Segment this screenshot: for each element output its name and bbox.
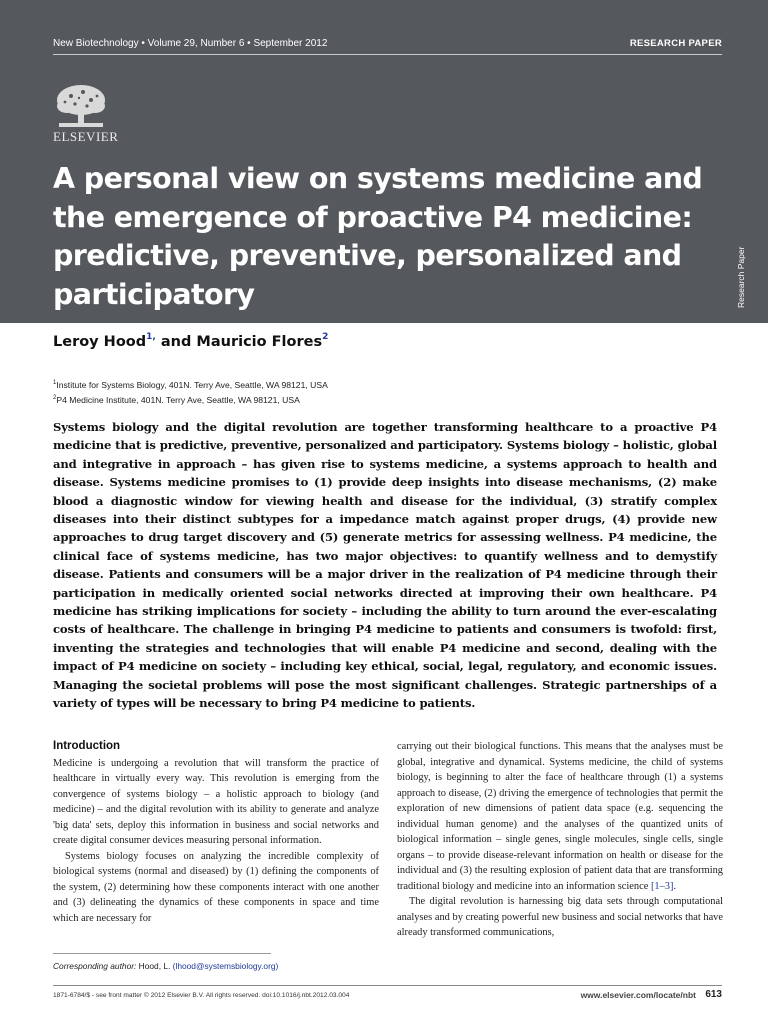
- page-number: 613: [705, 989, 722, 1000]
- affiliation-marker[interactable]: 1,: [146, 332, 156, 342]
- author-name[interactable]: Mauricio Flores: [196, 333, 323, 350]
- body-column-left: [53, 739, 379, 926]
- body-paragraph: Medicine is undergoing a revolution that will transform the practice of healthcare in virtually every way. This revolution is emerging from the convergence of systems biology – a holistic approach to biology (and medicine) – and the digital revolution with its ability to generate and analyze 'big data' sets, deploy this information in business and social networks and create digital consumer devices measuring personal information.: [53, 757, 379, 846]
- body-paragraph: The digital revolution is harnessing big data sets through computational analyses and by creating powerful new business and social networks that have already transformed communications,: [397, 896, 723, 938]
- footnote-divider: [53, 953, 271, 954]
- reference-link[interactable]: [1–3]: [650, 880, 674, 892]
- header-band: [0, 0, 768, 323]
- side-section-label: Research Paper: [736, 246, 746, 308]
- publisher-logo-text: ELSEVIER: [53, 129, 119, 144]
- footer-divider: [53, 985, 722, 986]
- paper-type-label: RESEARCH PAPER: [629, 38, 722, 49]
- header-divider: [53, 54, 722, 55]
- author-list: [53, 333, 328, 350]
- abstract: Systems biology and the digital revolution are together transforming healthcare to a proactive P4 medicine that is predictive, preventive, personalized and participatory. Systems biology – holistic, global and integrative in approach – has given rise to systems medicine, a systems approach to health and disease. Systems medicine promises to (1) provide deep insights into disease mechanisms, (2) make blood a diagnostic window for viewing health and disease for the individual, (3) stratify complex diseases into their distinct subtypes for a impedance match against proper drugs, (4) provide new approaches to drug target discovery and (5) generate metrics for assessing wellness. P4 medicine, the clinical face of systems medicine, has two major objectives: to quantify wellness and to demystify disease. Patients and consumers will be a major driver in the realization of P4 medicine through their participation in medically oriented social networks directed at improving their own healthcare. P4 medicine has striking implications for society – including the ability to turn around the ever-escalating costs of healthcare. The challenge in bringing P4 medicine to patients and consumers is twofold: first, inventing the strategies and technologies that will enable P4 medicine and second, dealing with the impact of P4 medicine on society – including key ethical, social, legal, regulatory, and economic issues. Managing the societal problems will pose the most significant challenges. Strategic partnerships of a variety of types will be necessary to bring P4 medicine to patients.: [53, 420, 717, 711]
- affiliations: [53, 377, 328, 407]
- affiliation-item: $^1$Institute for Systems Biology, 401N. Terry Ave, Seattle, WA 98121, USA: [53, 379, 328, 390]
- affiliation-item: $^2$P4 Medicine Institute, 401N. Terry Ave, Seattle, WA 98121, USA: [53, 394, 300, 405]
- corresponding-author: Corresponding author: Hood, L. (lhood@systemsbiology.org): [53, 961, 279, 971]
- affiliation-marker[interactable]: 2: [322, 332, 329, 342]
- copyright-doi: 1871-6784/$ - see front matter © 2012 Elsevier B.V. All rights reserved. doi:10.1016/j.nbt.2012.03.004: [53, 992, 350, 999]
- section-heading: Introduction: [53, 740, 121, 752]
- author-joiner: and: [155, 333, 197, 350]
- body-paragraph: Systems biology focuses on analyzing the incredible complexity of biological systems (normal and diseased) by (1) defining the components of the system, (2) determining how these components interact with one another and (3) delineating the dynamics of these components in space and time which are necessary for: [53, 850, 379, 924]
- journal-citation: New Biotechnology • Volume 29, Number 6 • September 2012: [53, 38, 328, 49]
- body-paragraph: carrying out their biological functions. This means that the analyses must be global, integrative and dynamical. Systems medicine, the child of systems biology, is beginning to alter the face of healthcare through (1) a systems approach to disease, (2) driving the emergence of technologies that permit the exploration of new dimensions of patient data space (e.g. sequencing the individual human genome) and the analyses of the quantized units of biological information – single genes, single molecules, single cells, single organs – to provide disease-relevant information on health or disease for the individual and (3) the resulting explosion of patient data that are transforming traditional biology and medicine into an information science [1–3].: [397, 741, 723, 892]
- author-email-link[interactable]: (lhood@systemsbiology.org): [172, 961, 279, 971]
- author-name[interactable]: Leroy Hood: [53, 333, 147, 350]
- body-column-right: [397, 739, 723, 941]
- journal-url-link[interactable]: www.elsevier.com/locate/nbt: [580, 990, 696, 1000]
- paper-title: A personal view on systems medicine and the emergence of proactive P4 medicine: predictive, preventive, personalized and participatory: [53, 162, 703, 311]
